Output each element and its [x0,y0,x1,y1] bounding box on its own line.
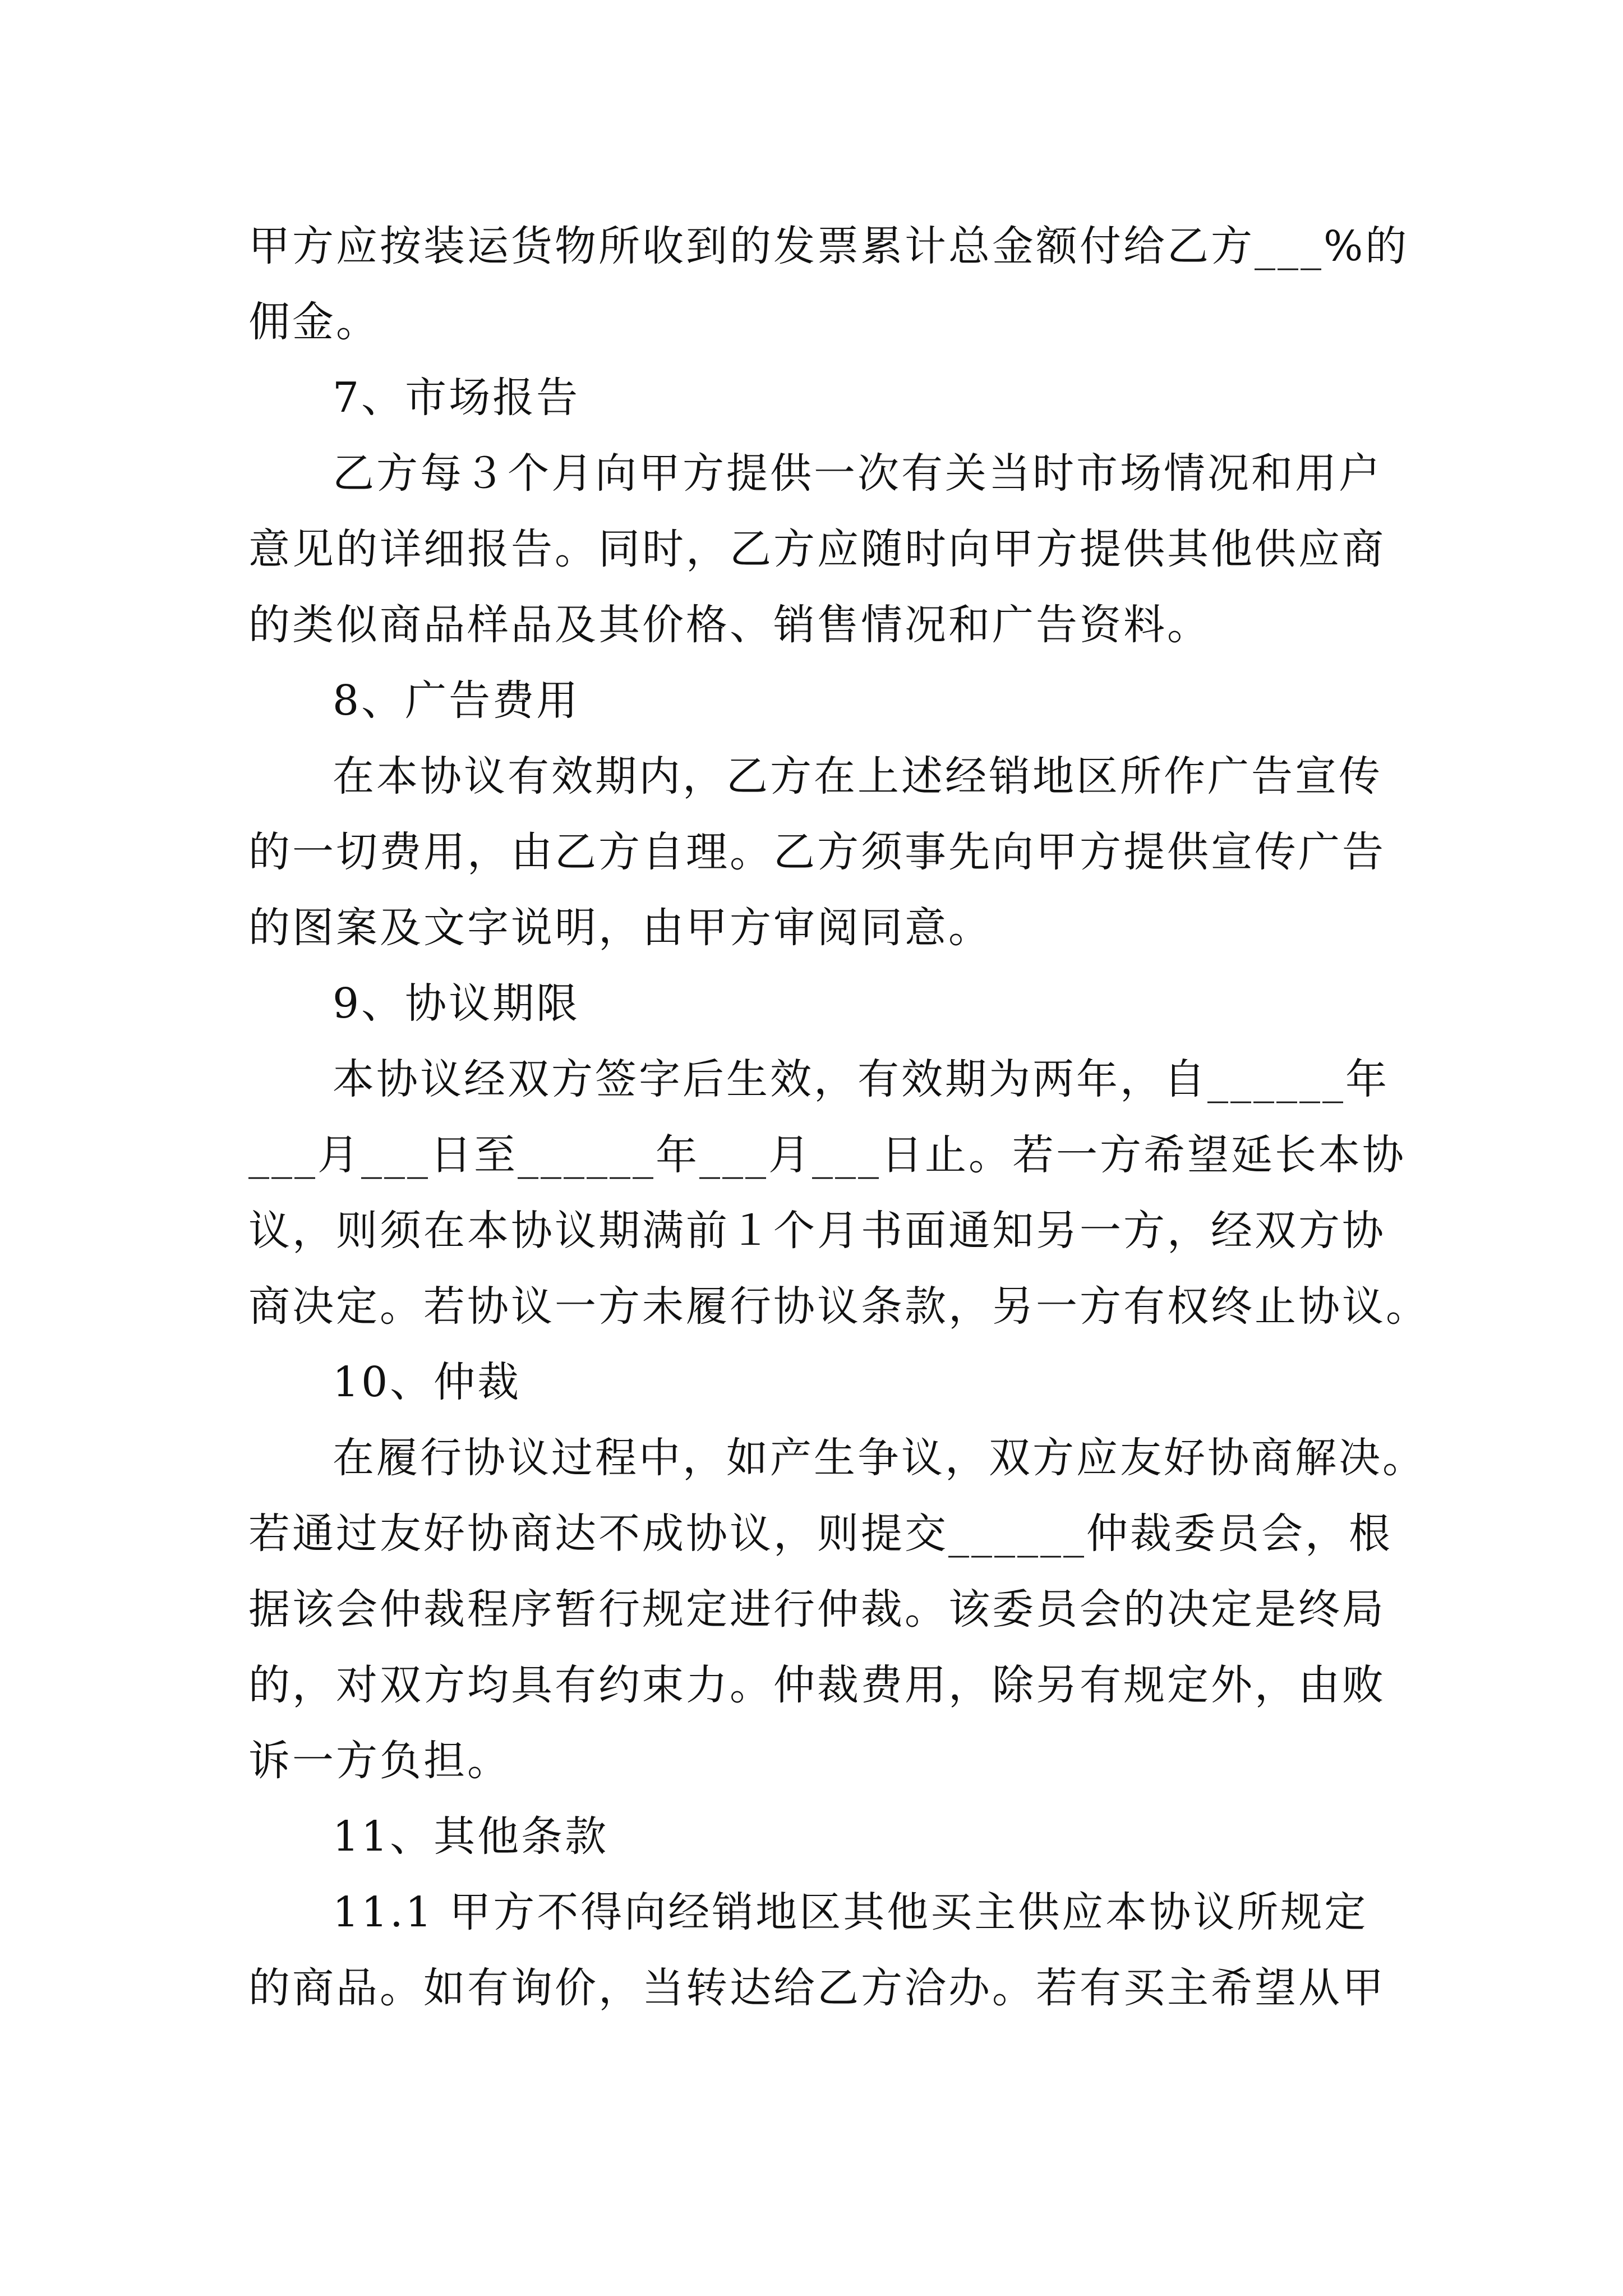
text-line: ___月___日至______年___月___日止。若一方希望延长本协 [248,1131,1406,1179]
text-line: 据该会仲裁程序暂行规定进行仲裁。该委员会的决定是终局 [248,1585,1386,1634]
section-heading: 10、仲裁 [333,1358,522,1406]
text-line: 的类似商品样品及其价格、销售情况和广告资料。 [248,601,1211,649]
section-heading: 11、其他条款 [333,1812,609,1861]
text-line: 甲方应按装运货物所收到的发票累计总金额付给乙方___%的 [248,222,1409,270]
text-line: 乙方每３个月向甲方提供一次有关当时市场情况和用户 [333,449,1382,498]
document-body [248,209,1430,2026]
text-line: 本协议经双方签字后生效，有效期为两年，自______年 [333,1055,1389,1103]
text-line: 诉一方负担。 [248,1737,511,1785]
text-line: 在本协议有效期内，乙方在上述经销地区所作广告宣传 [333,752,1382,800]
text-line: 佣金。 [248,298,380,346]
text-line: 若通过友好协商达不成协议，则提交______仲裁委员会，根 [248,1510,1393,1558]
text-line: 的商品。如有询价，当转达给乙方洽办。若有买主希望从甲 [248,1964,1386,2012]
text-line: 在履行协议过程中，如产生争议，双方应友好协商解决。 [333,1434,1426,1482]
text-line: 意见的详细报告。同时，乙方应随时向甲方提供其他供应商 [248,525,1386,573]
text-line: 商决定。若协议一方未履行协议条款，另一方有权终止协议。 [248,1282,1430,1331]
section-heading: 7、市场报告 [333,374,580,422]
text-line: 的，对双方均具有约束力。仲裁费用，除另有规定外，由败 [248,1661,1386,1709]
text-line: 的一切费用，由乙方自理。乙方须事先向甲方提供宣传广告 [248,828,1386,876]
text-line: 的图案及文字说明，由甲方审阅同意。 [248,904,992,952]
section-heading: 9、协议期限 [333,979,580,1028]
text-line: 议，则须在本协议期满前１个月书面通知另一方，经双方协 [248,1207,1386,1255]
section-heading: 8、广告费用 [333,677,580,725]
text-line: 11.1 甲方不得向经销地区其他买主供应本协议所规定 [333,1888,1368,1936]
